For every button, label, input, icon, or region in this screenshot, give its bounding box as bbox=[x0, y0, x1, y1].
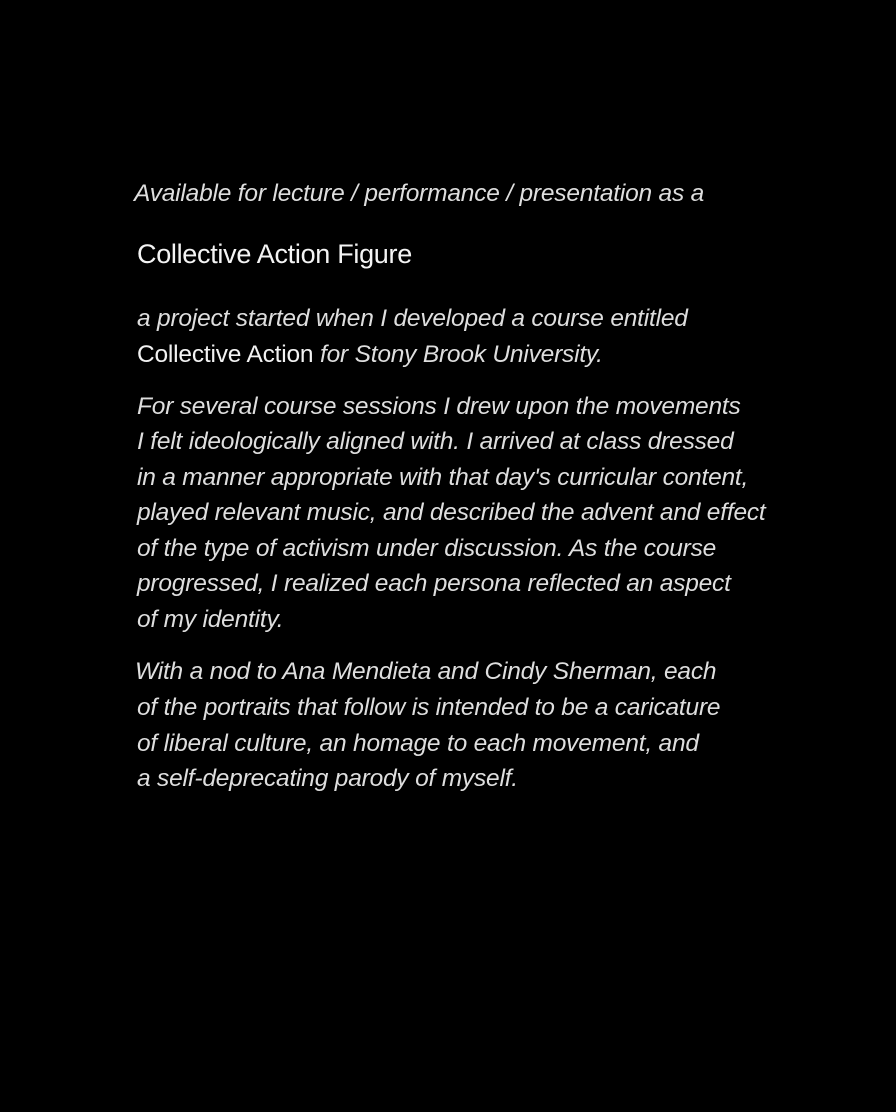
intro-text: Available for lecture / performance / presentation as a bbox=[134, 180, 705, 207]
paragraph-1-line-1: a project started when I developed a course entitled bbox=[137, 305, 688, 332]
paragraph-1-line-2-rest: for Stony Brook University. bbox=[313, 341, 603, 368]
paragraph-2-line: progressed, I realized each persona reflected an aspect bbox=[137, 570, 731, 597]
paragraph-1-line-2 bbox=[137, 340, 603, 370]
paragraph-3-line: of liberal culture, an homage to each movement, and bbox=[137, 730, 699, 757]
course-name: Collective Action bbox=[137, 341, 314, 368]
project-title: Collective Action Figure bbox=[137, 239, 412, 269]
paragraph-2-line: in a manner appropriate with that day's curricular content, bbox=[137, 464, 749, 491]
paragraph-2-line: For several course sessions I drew upon the movements bbox=[137, 393, 741, 420]
paragraph-3-line: With a nod to Ana Mendieta and Cindy Sherman, each bbox=[135, 658, 717, 685]
paragraph-2-line: played relevant music, and described the advent and effect bbox=[137, 499, 766, 526]
paragraph-3-line: a self-deprecating parody of myself. bbox=[137, 765, 518, 792]
paragraph-2-line: of the type of activism under discussion. As the course bbox=[137, 535, 717, 562]
paragraph-2-line: of my identity. bbox=[137, 606, 284, 633]
paragraph-3-line: of the portraits that follow is intended to be a caricature bbox=[137, 694, 721, 721]
paragraph-2-line: I felt ideologically aligned with. I arrived at class dressed bbox=[137, 428, 734, 455]
